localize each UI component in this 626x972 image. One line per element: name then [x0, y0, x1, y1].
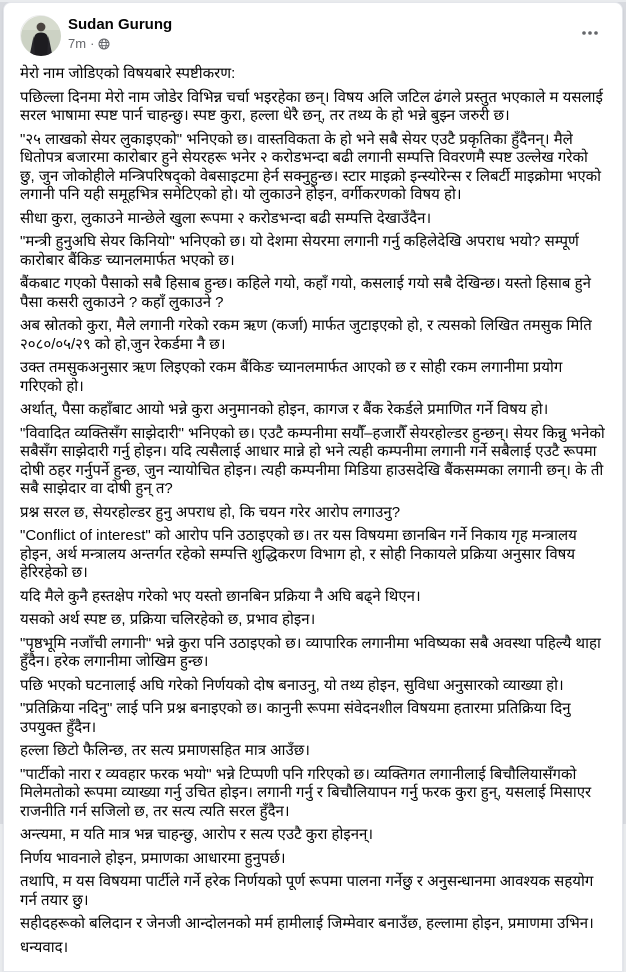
post-paragraph: अन्त्यमा, म यति मात्र भन्न चाहन्छु, आरोप र सत्य एउटै कुरा होइनन्।: [20, 826, 374, 843]
globe-privacy-icon: [98, 38, 110, 50]
author-name[interactable]: Sudan Gurung: [68, 16, 173, 33]
post-paragraph: पछिल्ला दिनमा मेरो नाम जोडेर विभिन्न चर्चा भइरहेका छन्। विषय अलि जटिल ढंगले प्रस्तुत भएकाले म यसलाई सरल भाषामा स्पष्ट पार्न चाहन्छु। स्पष्ट कुरा, हल्ला धेरै छन्, तर तथ्य के हो भन्ने बुझ्न जरुरी छ।: [20, 88, 603, 124]
timestamp[interactable]: 7m: [68, 36, 87, 51]
post-paragraph: "पृष्ठभूमि नजाँची लगानी" भन्ने कुरा पनि उठाइएको छ। व्यापारिक लगानीमा भविष्यका सबै अवस्था पहिल्यै थाहा हुँदैन। हरेक लगानीमा जोखिम हुन्छ।: [20, 634, 601, 670]
post-paragraph: यसको अर्थ स्पष्ट छ, प्रक्रिया चलिरहेको छ, प्रभाव होइन।: [20, 611, 316, 628]
facebook-post-card: [3, 2, 623, 972]
post-paragraph: "Conflict of interest" को आरोप पनि उठाइएको छ। तर यस विषयमा छानबिन गर्ने निकाय गृह मन्त्रालय होइन, अर्थ मन्त्रालय अन्तर्गत रहेको सम्पत्ति शुद्धिकरण विभाग हो, र सोही निकायले प्रक्रिया अनुसार विषय हेरिरहेको छ।: [20, 527, 577, 581]
post-paragraph: तथापि, म यस विषयमा पार्टीले गर्ने हरेक निर्णयको पूर्ण रूपमा पालना गर्नेछु र अनुसन्धानमा आवश्यक सहयोग गर्न तयार छु।: [20, 873, 594, 909]
post-paragraph: बैंकबाट गएको पैसाको सबै हिसाब हुन्छ। कहिले गयो, कहाँ गयो, कसलाई गयो सबै देखिन्छ। यस्तो हिसाब हुने पैसा कसरी लुकाउने ? कहाँ लुकाउने ?: [20, 275, 591, 311]
page-background: [0, 2, 626, 956]
avatar[interactable]: [20, 15, 60, 55]
ellipsis-icon: [580, 23, 600, 43]
post-paragraph: निर्णय भावनाले होइन, प्रमाणका आधारमा हुनुपर्छ।: [20, 849, 286, 867]
subline-separator: ·: [90, 36, 95, 51]
post-paragraph: "२५ लाखको सेयर लुकाइएको" भनिएको छ। वास्तविकता के हो भने सबै सेयर एउटै प्रकृतिका हुँदैनन्। मैले धितोपत्र बजारमा कारोबार हुने सेयरहरू भनेर २ करोडभन्दा बढी लगानी सम्पत्ति विवरणमै स्पष्ट उल्लेख गरेको छु, जुन जोकोहीले मन्त्रिपरिषद्को वेबसाइटमा हेर्न सक्नुहुन्छ। स्टार माइक्रो इन्स्योरेन्स र लिबर्टी माइक्रोमा भएको लगानी पनि यही समूहभित्र समेटिएको हो। यो लुकाउने होइन, वर्गीकरणको विषय हो।: [20, 130, 602, 203]
post-paragraph: "विवादित व्यक्तिसँग साझेदारी" भनिएको छ। एउटै कम्पनीमा सयौँ–हजारौँ सेयरहोल्डर हुन्छन्। सेयर किन्नु भनेको सबैसँग साझेदारी गर्नु होइन। यदि त्यसैलाई आधार मान्ने हो भने त्यही कम्पनीमा लगानी गर्ने सबैलाई एउटै रूपमा दोषी ठहर गर्नुपर्ने हुन्छ, जुन न्यायोचित होइन। त्यही कम्पनीमा मिडिया हाउसदेखि बैंकसम्मका लगानी छन्। के ती सबै साझेदार वा दोषी हुन् त?: [20, 424, 605, 497]
post-paragraph: उक्त तमसुकअनुसार ऋण लिइएको रकम बैंकिङ च्यानलमार्फत आएको छ र सोही रकम लगानीमा प्रयोग गरिएको हो।: [20, 359, 563, 395]
post-paragraph: पछि भएको घटनालाई अघि गरेको निर्णयको दोष बनाउनु, यो तथ्य होइन, सुविधा अनुसारको व्याख्या हो।: [20, 676, 564, 694]
post-paragraph: "प्रतिक्रिया नदिनु" लाई पनि प्रश्न बनाइएको छ। कानुनी रूपमा संवेदनशील विषयमा हतारमा प्रतिक्रिया दिनु उपयुक्त हुँदैन।: [20, 700, 571, 736]
post-paragraph: सहीदहरूको बलिदान र जेनजी आन्दोलनको मर्म हामीलाई जिम्मेवार बनाउँछ, हल्लामा होइन, प्रमाणमा उभिन।: [20, 915, 594, 932]
post-options-button[interactable]: [574, 17, 606, 49]
post-paragraph: मेरो नाम जोडिएको विषयबारे स्पष्टीकरण:: [20, 65, 236, 82]
post-meta: [68, 15, 172, 52]
post-paragraph: यदि मैले कुनै हस्तक्षेप गरेको भए यस्तो छानबिन प्रक्रिया नै अघि बढ्ने थिएन।: [20, 587, 421, 605]
post-paragraph: प्रश्न सरल छ, सेयरहोल्डर हुनु अपराध हो, कि चयन गरेर आरोप लगाउनु?: [20, 503, 401, 521]
post-paragraph: हल्ला छिटो फैलिन्छ, तर सत्य प्रमाणसहित मात्र आउँछ।: [20, 742, 310, 759]
post-paragraph: अर्थात्, पैसा कहाँबाट आयो भन्ने कुरा अनुमानको होइन, कागज र बैंक रेकर्डले प्रमाणित गर्ने विषय हो।: [20, 401, 549, 418]
post-paragraph: सीधा कुरा, लुकाउने मान्छेले खुला रूपमा २ करोडभन्दा बढी सम्पत्ति देखाउँदैन।: [20, 209, 432, 227]
post-text: [4, 63, 622, 971]
avatar-image: [21, 16, 61, 56]
post-header: [4, 3, 622, 63]
post-paragraph: "पार्टीको नारा र व्यवहार फरक भयो" भन्ने टिप्पणी पनि गरिएको छ। व्यक्तिगत लगानीलाई बिचौलियासँगको मिलेमतोको रूपमा व्याख्या गर्नु उचित होइन। लगानी गर्नु र बिचौलियापन गर्नु फरक कुरा हुन्, यसलाई मिसाएर राजनीति गर्न सजिलो छ, तर सत्य त्यति सरल हुँदैन।: [20, 765, 592, 820]
post-paragraph: "मन्त्री हुनुअघि सेयर किनियो" भनिएको छ। यो देशमा सेयरमा लगानी गर्नु कहिलेदेखि अपराध भयो? सम्पूर्ण कारोबार बैंकिङ च्यानलमार्फत भएको छ।: [20, 233, 579, 269]
post-paragraph: धन्यवाद।: [20, 938, 69, 956]
post-subline: [68, 36, 172, 52]
post-paragraph: अब स्रोतको कुरा, मैले लगानी गरेको रकम ऋण (कर्जा) मार्फत जुटाइएको हो, र त्यसको लिखित तमसुक मिति २०८०/०५/२९ को हो,जुन रेकर्डमा नै छ।: [20, 317, 592, 353]
